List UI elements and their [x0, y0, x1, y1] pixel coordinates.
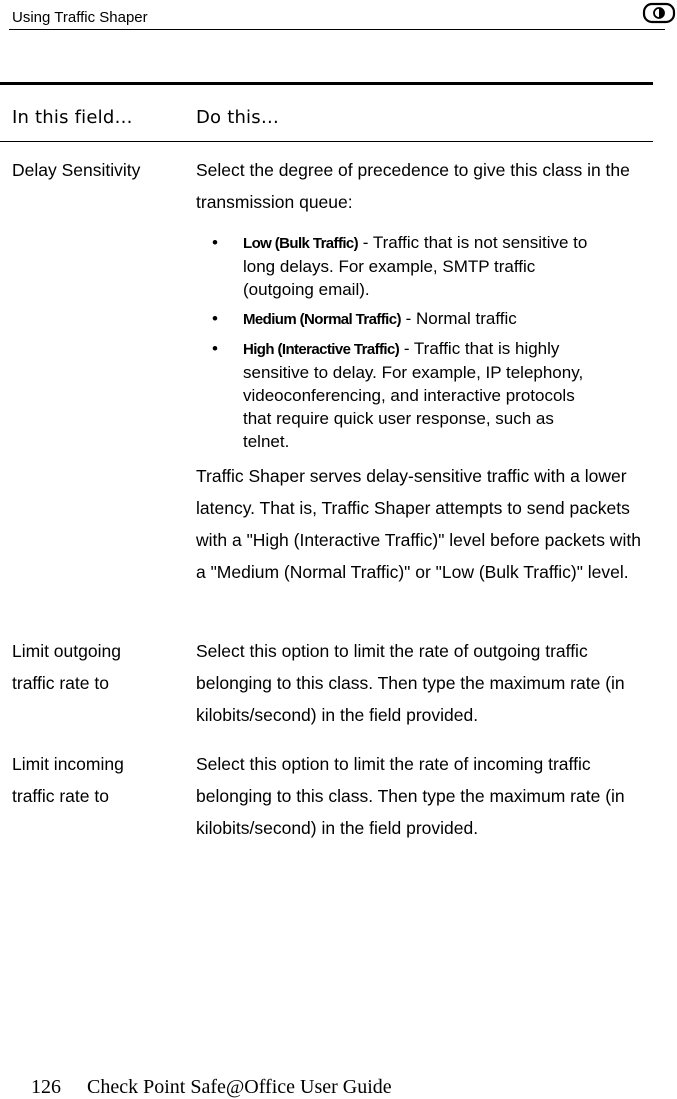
term-medium-normal-traffic: Medium (Normal Traffic)	[243, 311, 401, 328]
desc-high-interactive-traffic: - Traffic that is highly sensitive to delay. For example, IP telephony, videoconferencing, and interactive protocols that require quick user response, such as telnet.	[243, 339, 584, 451]
list-item-medium	[196, 307, 596, 331]
field-label-limit-incoming: Limit incoming traffic rate to	[12, 754, 124, 806]
term-low-bulk-traffic: Low (Bulk Traffic)	[243, 235, 359, 252]
page-number: 126	[31, 1076, 61, 1098]
limit-outgoing-description: Select this option to limit the rate of outgoing traffic belonging to this class. Then type the maximum rate (in kilobits/second) in the field provided.	[196, 641, 625, 725]
bullet-icon: •	[212, 233, 218, 252]
table-top-rule	[0, 82, 653, 85]
bullet-icon: •	[212, 309, 218, 328]
guide-title: Check Point Safe@Office User Guide	[87, 1076, 392, 1098]
check-point-logo-icon	[642, 2, 676, 24]
field-label-limit-outgoing: Limit outgoing traffic rate to	[12, 641, 121, 693]
page-footer	[31, 1075, 392, 1099]
page-header-title: Using Traffic Shaper	[12, 9, 148, 26]
delay-sensitivity-intro: Select the degree of precedence to give this class in the transmission queue:	[196, 160, 630, 212]
table-heading-rule	[0, 141, 653, 142]
term-high-interactive-traffic: High (Interactive Traffic)	[243, 341, 400, 358]
desc-low-bulk-traffic: - Traffic that is not sensitive to long delays. For example, SMTP traffic (outgoing email).	[243, 233, 588, 299]
field-label-delay-sensitivity: Delay Sensitivity	[12, 160, 141, 180]
column-heading-action: Do this…	[196, 107, 280, 128]
list-item-low	[196, 231, 596, 301]
limit-incoming-description: Select this option to limit the rate of incoming traffic belonging to this class. Then type the maximum rate (in kilobits/second) in the field provided.	[196, 754, 625, 838]
list-item-high	[196, 337, 596, 453]
column-heading-field: In this field…	[12, 107, 133, 128]
delay-sensitivity-note: Traffic Shaper serves delay-sensitive traffic with a lower latency. That is, Traffic Shaper attempts to send packets with a "High (Interactive Traffic)" level before packets with a "Medium (Normal Traffic)" or "Low (Bulk Traffic)" level.	[196, 466, 641, 582]
header-divider	[9, 29, 665, 30]
bullet-icon: •	[212, 339, 218, 358]
desc-medium-normal-traffic: - Normal traffic	[400, 309, 517, 328]
delay-level-list	[196, 231, 596, 453]
